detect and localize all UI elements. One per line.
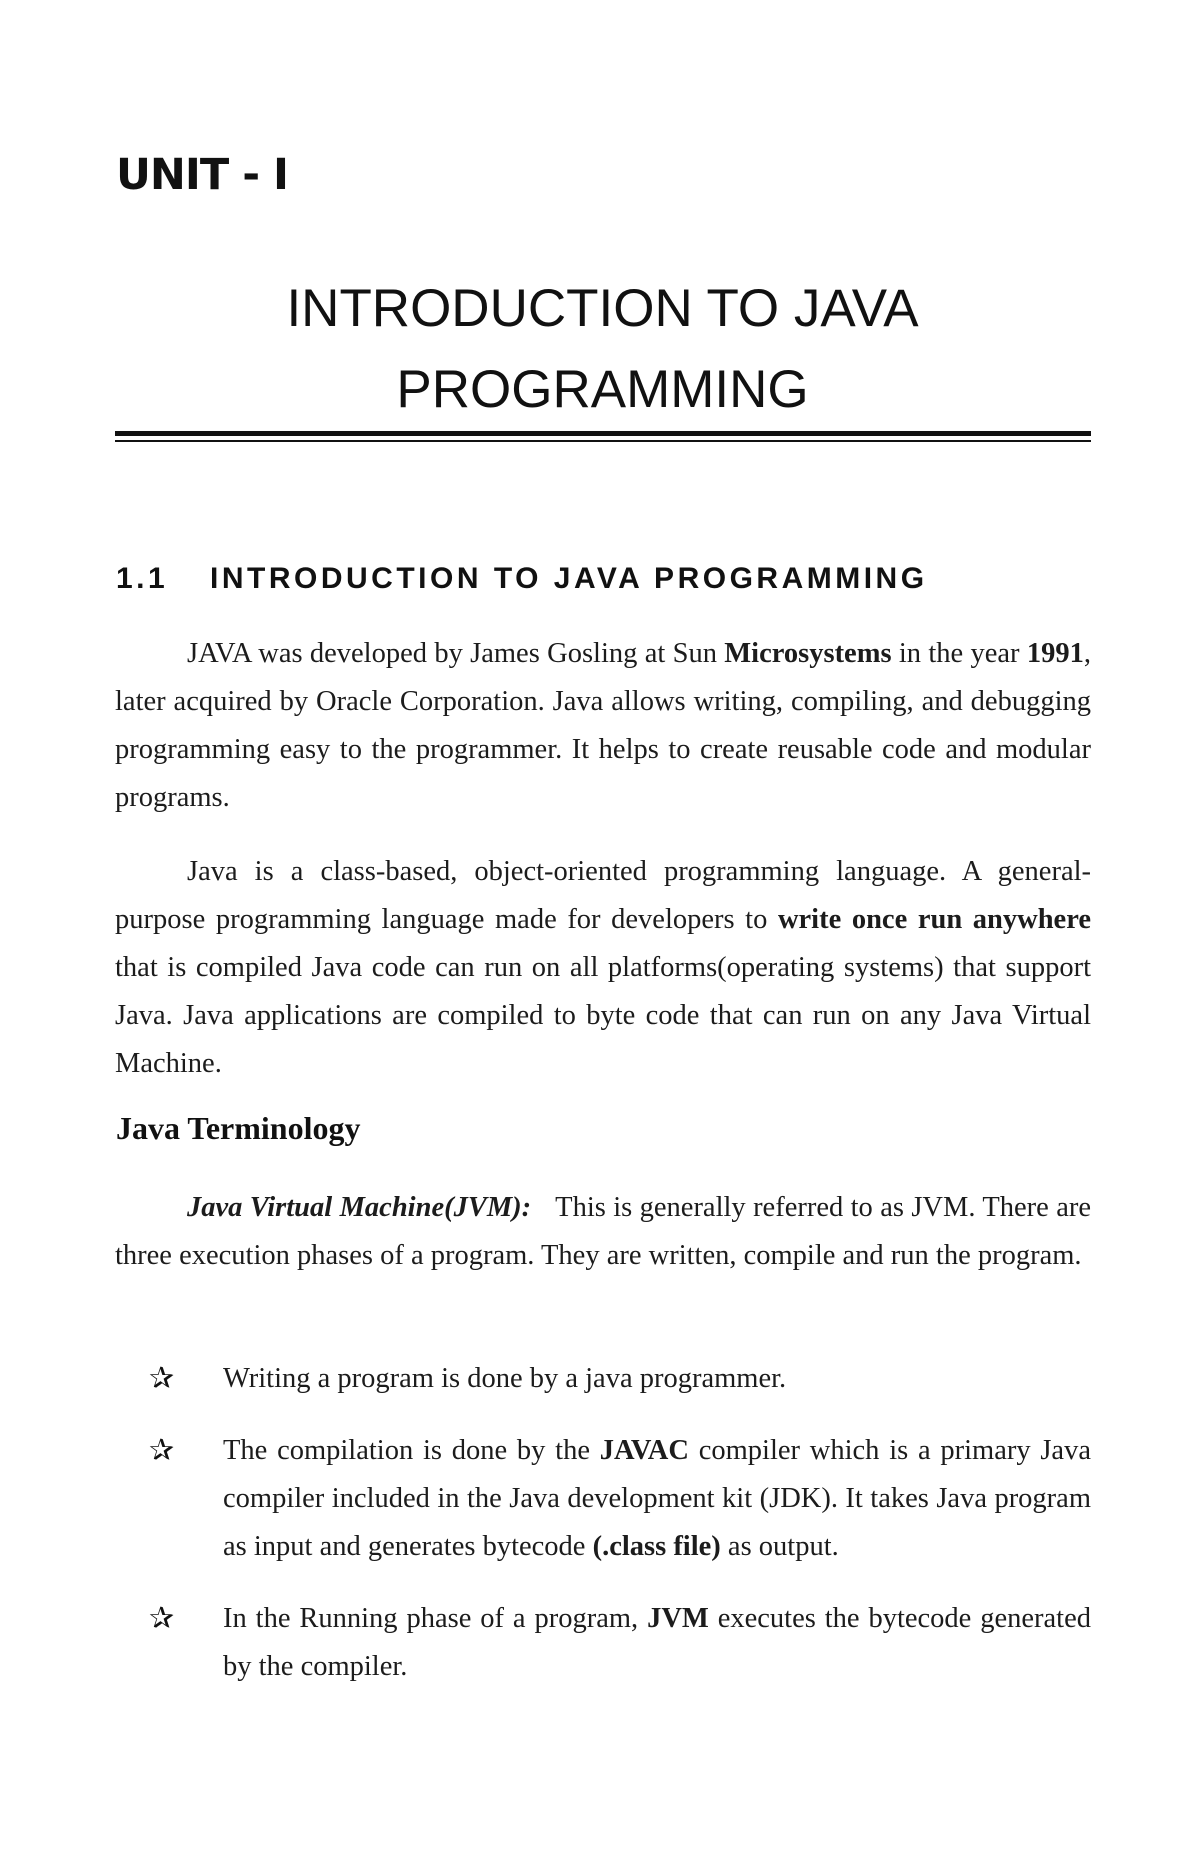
paragraph-class-based [115, 848, 1091, 1088]
chapter-title [115, 268, 1090, 430]
bold-run: write once run anywhere [777, 904, 1091, 935]
list-item [115, 1595, 1091, 1691]
text-run: that is compiled Java code can run on all platforms(operating systems) that support Java. Java applications are compiled to byte code that can run on any Java Virtual Machine. [115, 952, 1091, 1079]
list-item [115, 1427, 1091, 1571]
text-run: In the Running phase of a program, [223, 1603, 648, 1634]
subheading-java-terminology: Java Terminology [116, 1110, 361, 1146]
list-item [115, 1355, 1091, 1403]
section-number: 1.1 [116, 562, 169, 595]
text-run: as output. [720, 1531, 839, 1562]
star-icon: ✰ [149, 1361, 175, 1396]
star-icon: ✰ [149, 1433, 175, 1468]
text-run: Java is a class-based, object-oriented programming language. A general-purpose programming language made for developers to [115, 856, 1091, 935]
text-run: in the year [891, 638, 1027, 669]
title-divider-thick [115, 431, 1091, 436]
chapter-title-line-1: INTRODUCTION TO JAVA [286, 279, 919, 338]
term-jvm: Java Virtual Machine(JVM): [187, 1192, 532, 1223]
section-title: INTRODUCTION TO JAVA PROGRAMMING [210, 562, 928, 595]
text-run: JAVA was developed by James Gosling at Sun [187, 638, 725, 669]
text-run: Writing a program is done by a java programmer. [223, 1363, 787, 1394]
bold-run: 1991 [1026, 638, 1084, 669]
text-run: , later acquired by Oracle Corporation. Java allows writing, compiling, and debugging programming easy to the programmer. It helps to create reusable code and modular programs. [115, 638, 1091, 813]
text-run: The compilation is done by the [223, 1435, 600, 1466]
paragraph-intro [115, 630, 1091, 822]
unit-label: UNIT - I [116, 150, 289, 200]
bold-run: JVM [647, 1603, 709, 1634]
chapter-title-line-2: PROGRAMMING [396, 360, 809, 419]
bullet-list [115, 1355, 1091, 1715]
text-run: executes the bytecode generated by the compiler. [223, 1603, 1091, 1682]
text-run: compiler which is a primary Java compiler included in the Java development kit (JDK). It takes Java program as input and generates bytecode [223, 1435, 1091, 1562]
star-icon: ✰ [149, 1601, 175, 1636]
paragraph-jvm [115, 1184, 1091, 1280]
bold-run: (.class file) [592, 1531, 721, 1562]
bold-run: Microsystems [724, 638, 892, 669]
text-run: This is generally referred to as JVM. There are three execution phases of a program. They are written, compile and run the program. [115, 1192, 1091, 1271]
bold-run: JAVAC [599, 1435, 689, 1466]
section-heading [116, 562, 928, 596]
title-divider-thin [115, 440, 1091, 442]
